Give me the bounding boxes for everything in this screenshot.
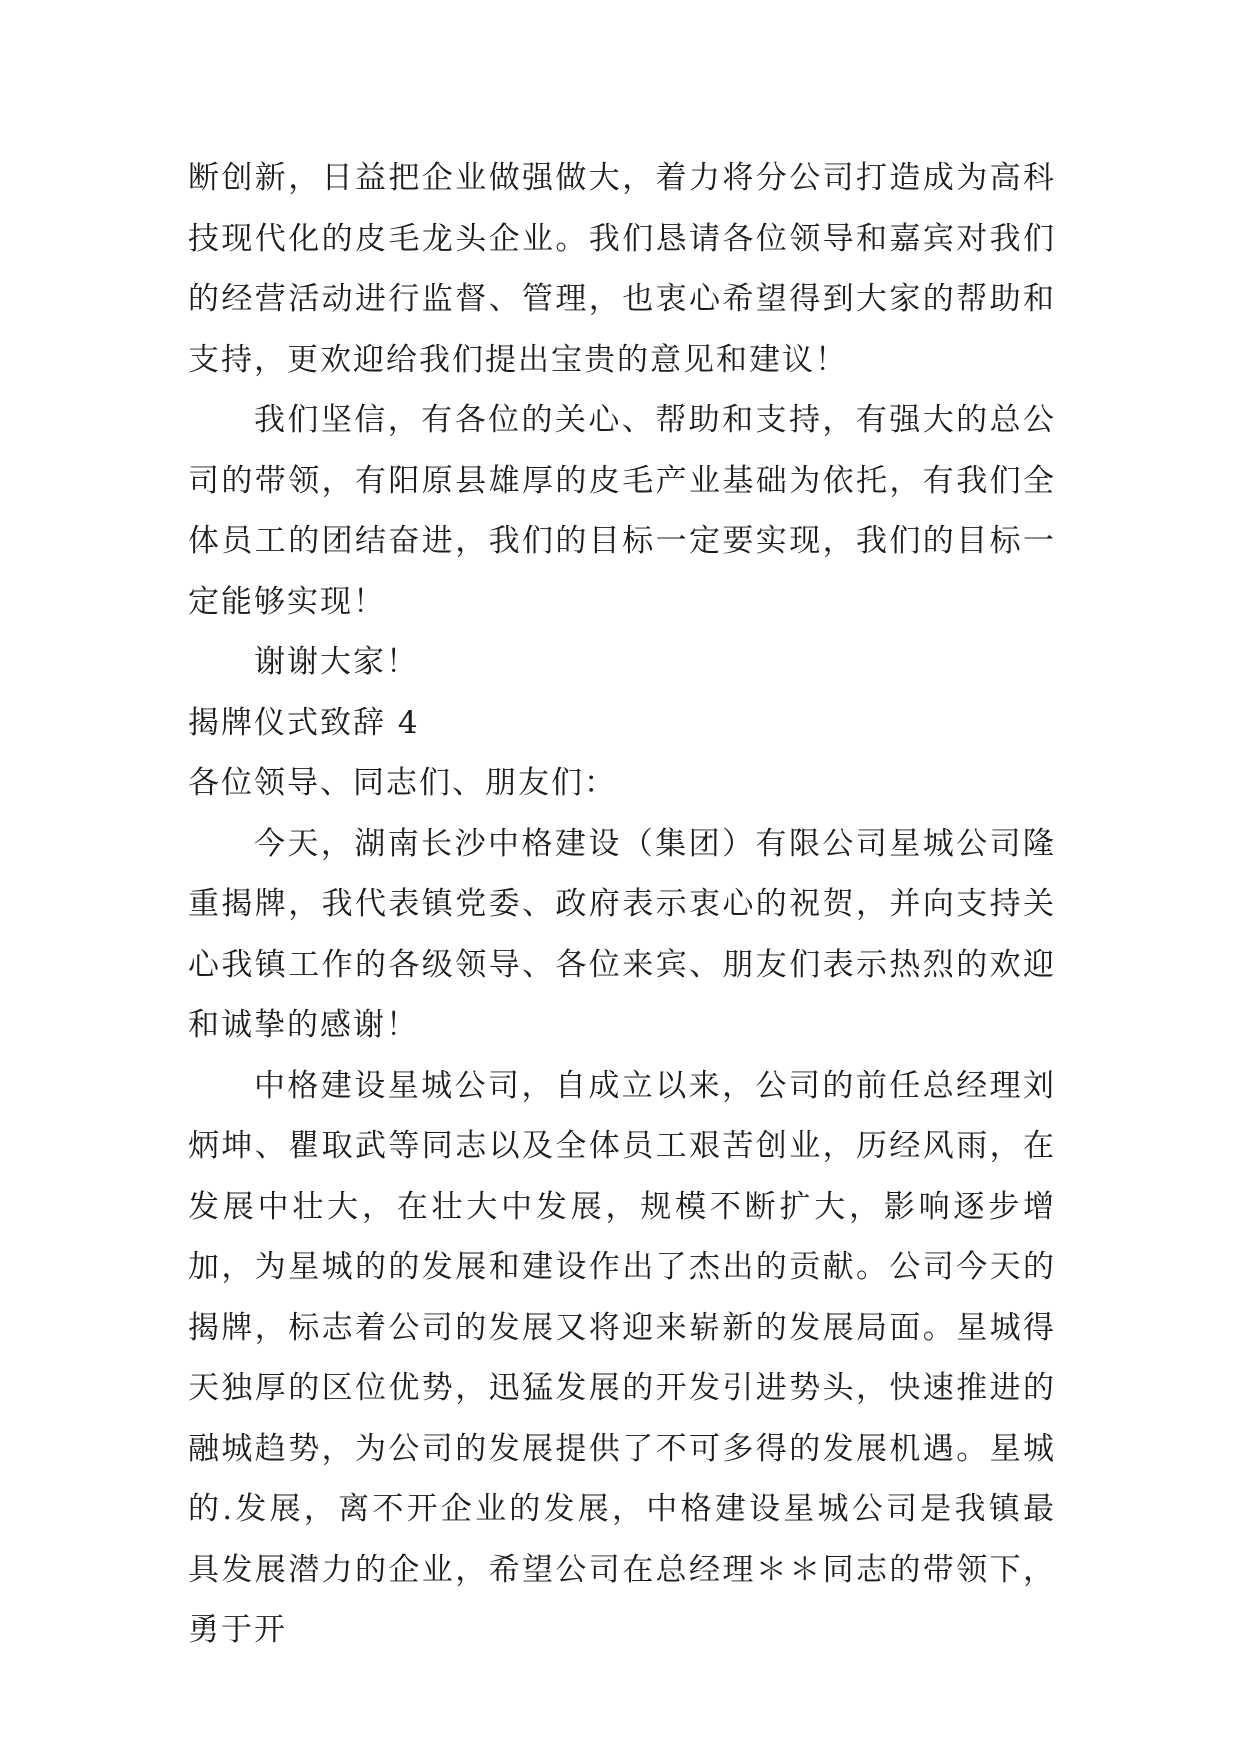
paragraph-1: 断创新，日益把企业做强做大，着力将分公司打造成为高科技现代化的皮毛龙头企业。我们恳请各位领导和嘉宾对我们的经营活动进行监督、管理，也衷心希望得到大家的帮助和支持，更欢迎给我们提出宝贵的意见和建议！: [188, 160, 1056, 378]
salutation: 各位领导、同志们、朋友们：: [188, 765, 617, 801]
paragraph-3-thanks: 谢谢大家！: [254, 644, 419, 680]
paragraph-4: 今天，湖南长沙中格建设（集团）有限公司星城公司隆重揭牌，我代表镇党委、政府表示衷心的祝贺，并向支持关心我镇工作的各级领导、各位来宾、朋友们表示热烈的欢迎和诚挚的感谢！: [188, 825, 1056, 1043]
section-title: 揭牌仪式致辞 4: [188, 704, 420, 741]
document-body: [188, 148, 1056, 1661]
paragraph-2: 我们坚信，有各位的关心、帮助和支持，有强大的总公司的带领，有阳原县雄厚的皮毛产业基础为依托，有我们全体员工的团结奋进，我们的目标一定要实现，我们的目标一定能够实现！: [188, 402, 1056, 620]
paragraph-5: 中格建设星城公司，自成立以来，公司的前任总经理刘炳坤、瞿取武等同志以及全体员工艰苦创业，历经风雨，在发展中壮大，在壮大中发展，规模不断扩大，影响逐步增加，为星城的的发展和建设作出了杰出的贡献。公司今天的揭牌，标志着公司的发展又将迎来崭新的发展局面。星城得天独厚的区位优势，迅猛发展的开发引进势头，快速推进的融城趋势，为公司的发展提供了不可多得的发展机遇。星城的.发展，离不开企业的发展，中格建设星城公司是我镇最具发展潜力的企业，希望公司在总经理＊＊同志的带领下，勇于开: [188, 1067, 1056, 1648]
